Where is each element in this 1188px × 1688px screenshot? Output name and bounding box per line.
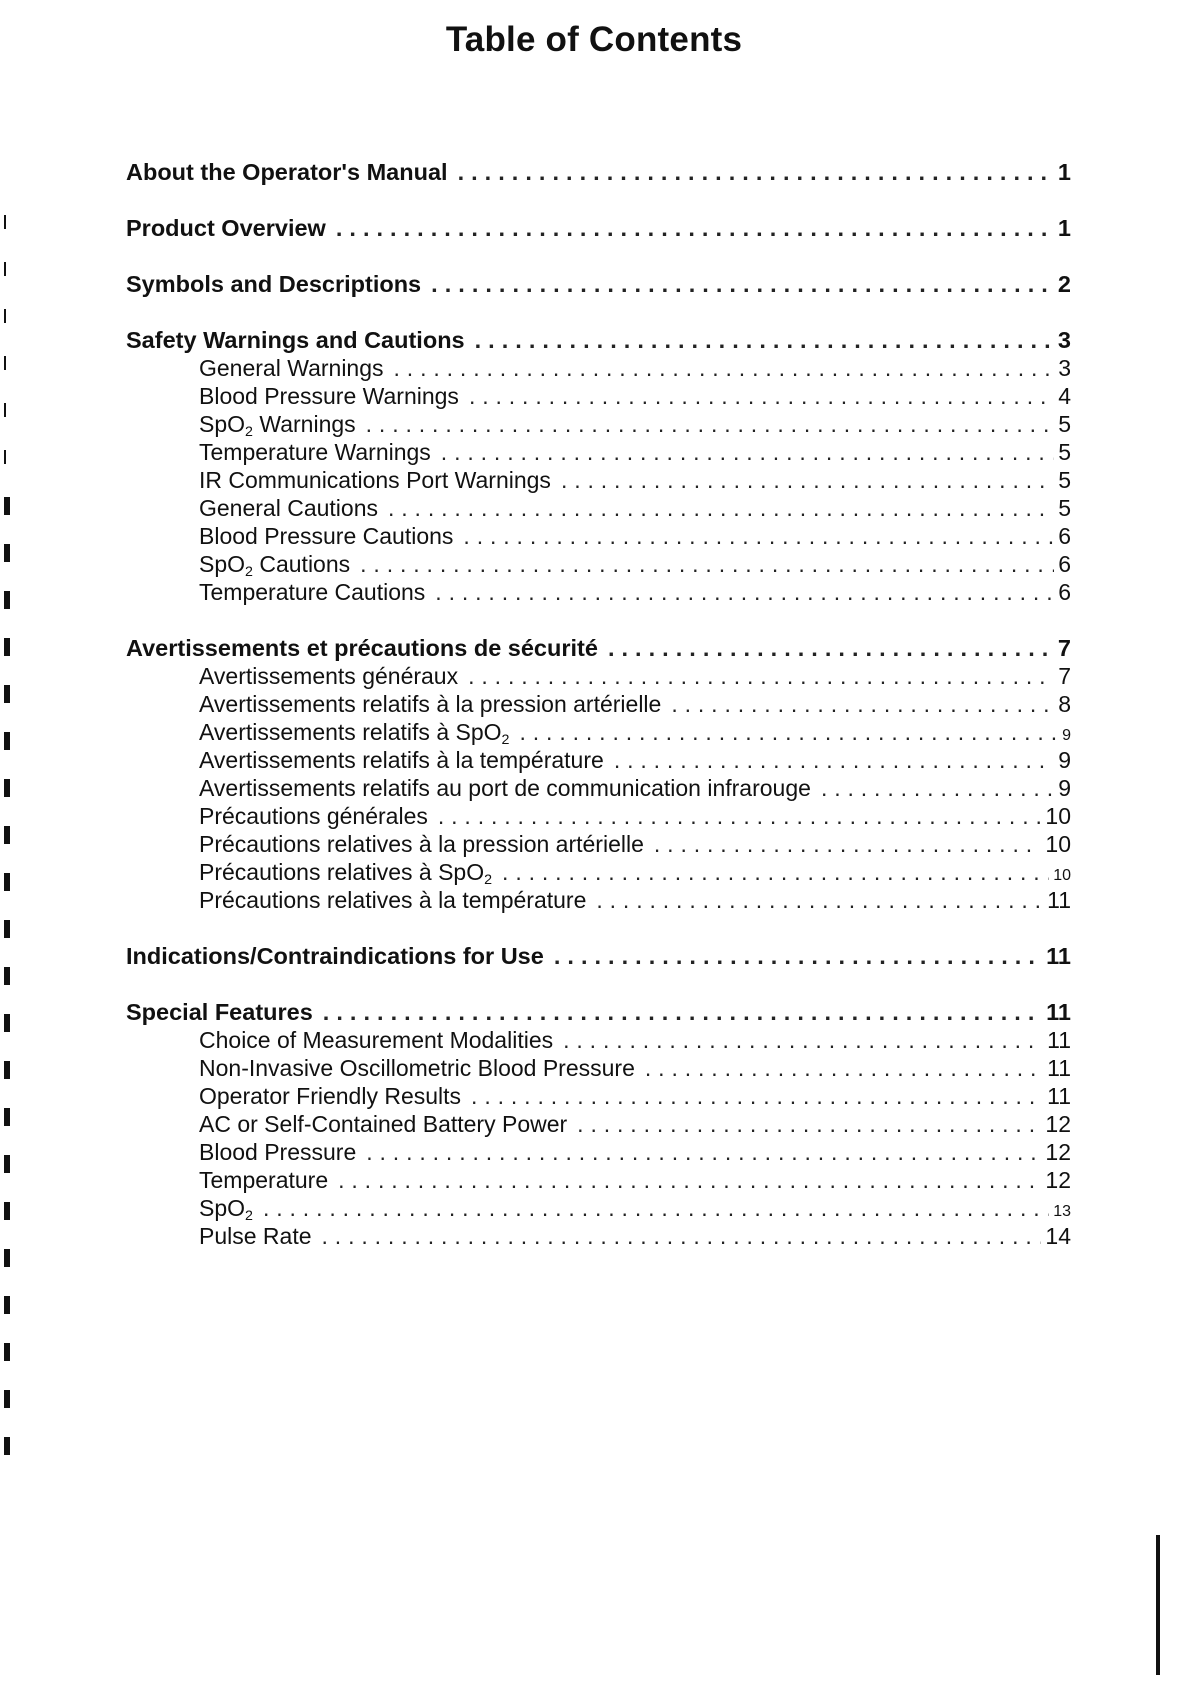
binding-mark [4,450,6,464]
toc-item [126,774,1071,802]
binding-mark [4,1202,10,1220]
toc-section-heading [126,326,1071,354]
toc-entry-label: Précautions générales [199,803,428,829]
binding-mark [4,591,10,609]
toc-item [126,1194,1071,1222]
dot-leader [431,270,1054,298]
binding-mark [4,1249,10,1267]
binding-mark [4,638,10,656]
toc-section-heading [126,214,1071,242]
dot-leader [360,550,1054,578]
toc-page-number: 13 [1053,1203,1071,1220]
toc-entry-label: About the Operator's Manual [126,159,448,185]
toc-entry-label: Product Overview [126,215,326,241]
toc-item [126,578,1071,606]
toc-item [126,886,1071,914]
toc-section [126,942,1071,970]
toc-entry-label: General Warnings [199,355,384,381]
dot-leader [438,802,1042,830]
dot-leader [645,1054,1043,1082]
dot-leader [471,1082,1043,1110]
toc-page-number: 12 [1045,1167,1071,1193]
toc-page-number: 11 [1047,1027,1071,1053]
toc-page-number: 9 [1062,727,1071,744]
toc-page-number: 11 [1047,887,1071,913]
toc-item [126,1054,1071,1082]
binding-mark [4,732,10,750]
binding-mark [4,215,6,229]
binding-mark [4,685,10,703]
binding-mark [4,779,10,797]
toc-item [126,438,1071,466]
toc-page-number: 7 [1058,663,1071,689]
dot-leader [614,746,1054,774]
dot-leader [554,942,1042,970]
binding-mark [4,920,10,938]
dot-leader [821,774,1054,802]
toc-page-number: 6 [1058,523,1071,549]
toc-section-heading [126,942,1071,970]
toc-page-number: 2 [1057,271,1071,297]
toc-page-number: 1 [1057,159,1071,185]
toc-item [126,1222,1071,1250]
toc-section-heading [126,634,1071,662]
toc-page-number: 7 [1057,635,1071,661]
dot-leader [323,998,1042,1026]
toc-page-number: 5 [1058,411,1071,437]
toc-entry-label: Avertissements relatifs à la pression artérielle [199,691,662,717]
toc-item [126,550,1071,578]
toc-entry-label: SpO$_2$ [199,1195,253,1224]
binding-mark [4,309,6,323]
toc-section [126,158,1071,186]
toc-page-number: 6 [1058,579,1071,605]
toc-page-number: 11 [1046,999,1071,1025]
toc-section-heading [126,270,1071,298]
toc-entry-label: IR Communications Port Warnings [199,467,551,493]
toc-item [126,1166,1071,1194]
dot-leader [596,886,1043,914]
toc-entry-label: Avertissements relatifs à la température [199,747,604,773]
toc-item [126,1110,1071,1138]
toc-entry-label: General Cautions [199,495,378,521]
toc-page-number: 11 [1047,1083,1071,1109]
toc-section [126,214,1071,242]
binding-mark [4,544,10,562]
toc-item [126,1082,1071,1110]
toc-section [126,270,1071,298]
dot-leader [502,858,1049,886]
toc-item [126,1138,1071,1166]
binding-mark [4,1014,10,1032]
toc-page-number: 5 [1058,439,1071,465]
dot-leader [654,830,1042,858]
toc-page-number: 1 [1057,215,1071,241]
toc-item [126,858,1071,886]
binding-mark [4,967,10,985]
toc-entry-label: Safety Warnings and Cautions [126,327,465,353]
toc-page-number: 12 [1045,1139,1071,1165]
dot-leader [366,1138,1041,1166]
toc-page-number: 3 [1057,327,1071,353]
toc-entry-label: SpO$_2$ Cautions [199,551,351,580]
toc-page-number: 5 [1058,495,1071,521]
binding-mark [4,1296,10,1314]
toc-entry-label: Pulse Rate [199,1223,312,1249]
binding-mark [4,1390,10,1408]
toc-section-heading [126,998,1071,1026]
toc-page-number: 8 [1058,691,1071,717]
toc-section [126,634,1071,914]
toc-page-number: 4 [1058,383,1071,409]
scan-edge-bar [1156,1535,1160,1675]
dot-leader [338,1166,1041,1194]
binding-mark [4,826,10,844]
binding-mark [4,1437,10,1455]
toc-page-number: 9 [1058,747,1071,773]
toc-page-number: 12 [1045,1111,1071,1137]
toc-item [126,1026,1071,1054]
dot-leader [468,662,1054,690]
toc-entry-label: Temperature Warnings [199,439,431,465]
toc-section [126,998,1071,1250]
toc-entry-label: Special Features [126,999,313,1025]
toc-page-number: 6 [1058,551,1071,577]
dot-leader [435,578,1054,606]
toc-page-number: 11 [1046,943,1071,969]
toc-page-number: 11 [1047,1055,1071,1081]
toc-page-number: 10 [1045,803,1071,829]
binding-edge-marks [4,215,12,1515]
toc-page-number: 10 [1045,831,1071,857]
binding-mark [4,873,10,891]
toc-item [126,466,1071,494]
toc-entry-label: Avertissements relatifs à SpO$_2$ [199,719,510,748]
toc-item [126,830,1071,858]
toc-entry-label: Précautions relatives à la température [199,887,587,913]
toc-entry-label: Précautions relatives à SpO$_2$ [199,859,493,888]
dot-leader [322,1222,1042,1250]
dot-leader [441,438,1054,466]
toc-page-number: 5 [1058,467,1071,493]
dot-leader [336,214,1054,242]
toc-entry-label: Indications/Contraindications for Use [126,943,544,969]
toc-entry-label: Blood Pressure Warnings [199,383,459,409]
toc-page-number: 10 [1053,867,1071,884]
toc-entry-label: Précautions relatives à la pression artérielle [199,831,644,857]
toc-section [126,326,1071,606]
dot-leader [561,466,1054,494]
dot-leader [469,382,1054,410]
toc-item [126,382,1071,410]
toc-entry-label: AC or Self-Contained Battery Power [199,1111,568,1137]
dot-leader [608,634,1054,662]
toc-item [126,662,1071,690]
toc-page-number: 14 [1045,1223,1071,1249]
toc-item [126,718,1071,746]
dot-leader [475,326,1054,354]
toc-entry-label: Operator Friendly Results [199,1083,462,1109]
toc-section-heading [126,158,1071,186]
toc-entry-label: Temperature [199,1167,329,1193]
toc-entry-label: Blood Pressure Cautions [199,523,454,549]
toc-item [126,410,1071,438]
toc-entry-label: Avertissements et précautions de sécurité [126,635,598,661]
binding-mark [4,1343,10,1361]
binding-mark [4,356,6,370]
toc-item [126,746,1071,774]
table-of-contents [126,158,1071,1278]
dot-leader [519,718,1058,746]
dot-leader [263,1194,1049,1222]
toc-item [126,690,1071,718]
dot-leader [366,410,1055,438]
toc-entry-label: Blood Pressure [199,1139,357,1165]
toc-entry-label: Avertissements généraux [199,663,459,689]
dot-leader [463,522,1054,550]
toc-entry-label: Symbols and Descriptions [126,271,422,297]
dot-leader [563,1026,1043,1054]
toc-item [126,494,1071,522]
binding-mark [4,1108,10,1126]
binding-mark [4,403,6,417]
toc-entry-label: Choice of Measurement Modalities [199,1027,554,1053]
dot-leader [577,1110,1041,1138]
binding-mark [4,1155,10,1173]
toc-entry-label: SpO$_2$ Warnings [199,411,356,440]
toc-entry-label: Non-Invasive Oscillometric Blood Pressure [199,1055,635,1081]
toc-page-number: 3 [1058,355,1071,381]
dot-leader [671,690,1054,718]
binding-mark [4,262,6,276]
toc-item [126,802,1071,830]
binding-mark [4,497,10,515]
page-title: Table of Contents [445,20,743,59]
toc-item [126,354,1071,382]
toc-entry-label: Avertissements relatifs au port de communication infrarouge [199,775,811,801]
toc-item [126,522,1071,550]
dot-leader [388,494,1054,522]
toc-page-number: 9 [1058,775,1071,801]
dot-leader [458,158,1054,186]
dot-leader [394,354,1055,382]
toc-entry-label: Temperature Cautions [199,579,426,605]
binding-mark [4,1061,10,1079]
